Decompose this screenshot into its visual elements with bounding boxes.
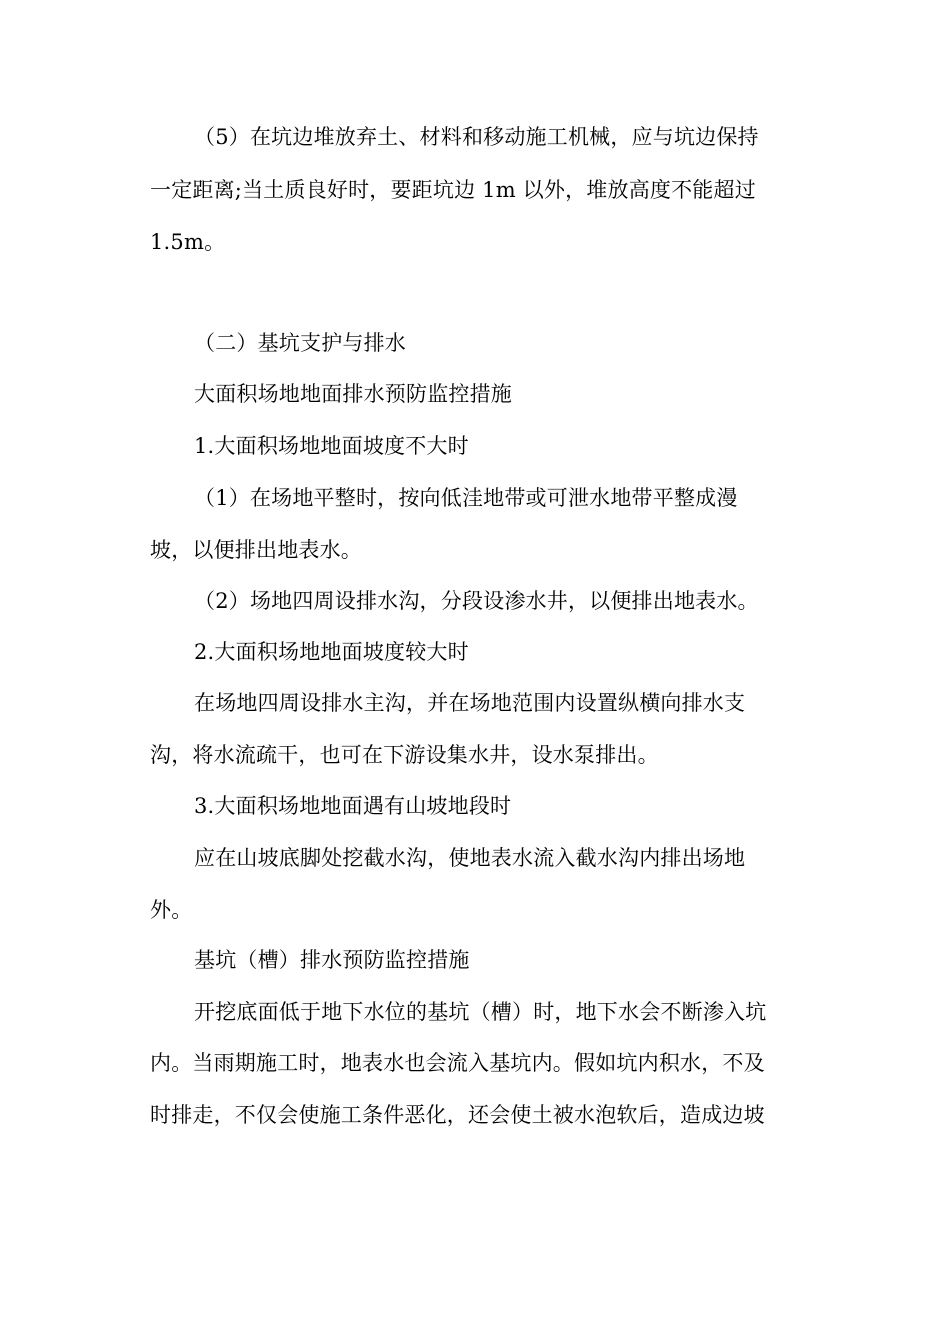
paragraph-line: 1.5m。 bbox=[150, 230, 226, 254]
paragraph-line: （2）场地四周设排水沟，分段设渗水井，以便排出地表水。 bbox=[194, 589, 759, 613]
paragraph-line: 时排走，不仅会使施工条件恶化，还会使土被水泡软后，造成边坡 bbox=[150, 1103, 765, 1127]
paragraph-line: 在场地四周设排水主沟，并在场地范围内设置纵横向排水支 bbox=[194, 691, 746, 715]
paragraph-line: 坡，以便排出地表水。 bbox=[150, 538, 362, 562]
paragraph-line: 内。当雨期施工时，地表水也会流入基坑内。假如坑内积水，不及 bbox=[150, 1051, 765, 1075]
paragraph-line: 开挖底面低于地下水位的基坑（槽）时，地下水会不断渗入坑 bbox=[194, 1000, 767, 1024]
paragraph-line: 应在山坡底脚处挖截水沟，使地表水流入截水沟内排出场地 bbox=[194, 846, 746, 870]
paragraph-line: 一定距离;当土质良好时，要距坑边 1m 以外，堆放高度不能超过 bbox=[150, 178, 756, 202]
item-heading: 3.大面积场地地面遇有山坡地段时 bbox=[194, 794, 512, 818]
item-heading: 2.大面积场地地面坡度较大时 bbox=[194, 640, 469, 664]
paragraph-line: （1）在场地平整时，按向低洼地带或可泄水地带平整成漫 bbox=[194, 486, 738, 510]
item-heading: 1.大面积场地地面坡度不大时 bbox=[194, 434, 469, 458]
subsection-heading: 大面积场地地面排水预防监控措施 bbox=[194, 382, 512, 406]
paragraph-line: （5）在坑边堆放弃土、材料和移动施工机械，应与坑边保持 bbox=[194, 125, 759, 149]
section-heading: （二）基坑支护与排水 bbox=[194, 331, 406, 355]
paragraph-line: 外。 bbox=[150, 898, 193, 922]
subsection-heading: 基坑（槽）排水预防监控措施 bbox=[194, 948, 470, 972]
paragraph-line: 沟，将水流疏干，也可在下游设集水井，设水泵排出。 bbox=[150, 743, 659, 767]
